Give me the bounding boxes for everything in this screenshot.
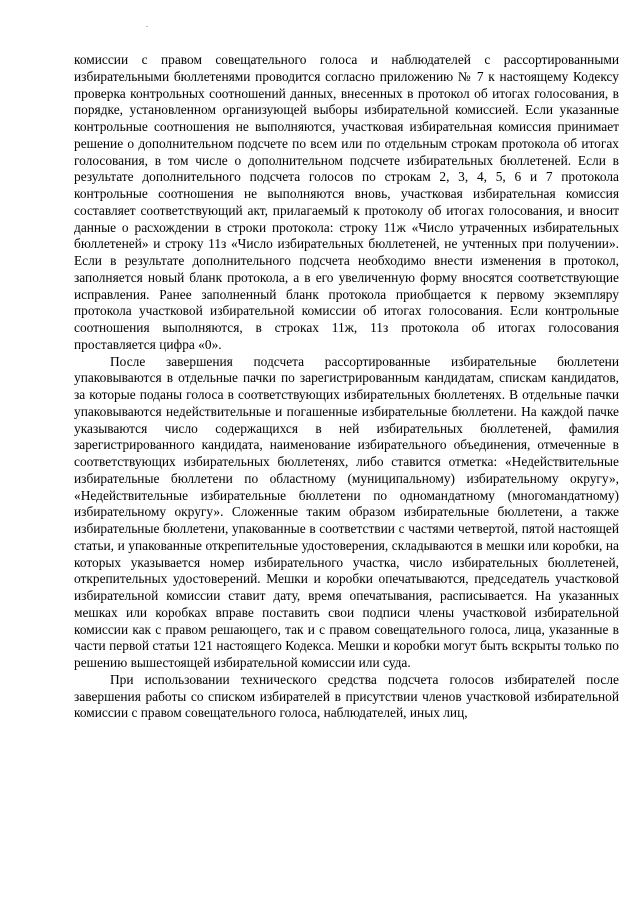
paragraph-vote-count-check: комиссии с правом совещательного голоса и наблюдателей с рассортированными избирательными бюллетенями проводится согласно приложению № 7 к настоящему Кодексу проверка контрольных соотношений данных, внесенных в протокол об итогах голосования, в порядке, установленном организующей выборы избирательной комиссией. Если указанные контрольные соотношения не выполняются, участковая избирательная комиссия принимает решение о дополнительном подсчете по всем или по отдельным строкам протокола об итогах голосования, в том числе о дополнительном подсчете избирательных бюллетеней. Если в результате дополнительного подсчета голосов по строкам 2, 3, 4, 5, 6 и 7 протокола контрольные соотношения не выполняются вновь, участковая избирательная комиссия составляет соответствующий акт, прилагаемый к протоколу об итогах голосования, и вносит данные о расхождении в строки протокола: строку 11ж «Число утраченных избирательных бюллетеней» и строку 11з «Число избирательных бюллетеней, не учтенных при получении». Если в результате дополнительного подсчета необходимо внести изменения в протокол, заполняется новый бланк протокола, а в его увеличенную форму вносятся соответствующие исправления. Ранее заполненный бланк протокола приобщается к первому экземпляру протокола участковой избирательной комиссии об итогах голосования. Если контрольные соотношения выполняются, в строках 11ж, 11з протокола об итогах голосования проставляется цифра «0». [74, 52, 619, 352]
scan-mark: . [146, 20, 148, 29]
paragraph-ballot-packing: После завершения подсчета рассортированные избирательные бюллетени упаковываются в отдельные пачки по зарегистрированным кандидатам, спискам кандидатов, за которые поданы голоса в соответствующих избирательных бюллетенях. В отдельные пачки упаковываются недействительные и погашенные избирательные бюллетени. На каждой пачке указываются число содержащихся в ней избирательных бюллетеней, фамилия зарегистрированного кандидата, наименование избирательного объединения, отмеченные в соответствующих избирательных бюллетенях, либо ставится отметка: «Недействительные избирательные бюллетени по областному (муниципальному) избирательному округу», «Недействительные избирательные бюллетени по одномандатному (многомандатному) избирательному округу». Сложенные таким образом избирательные бюллетени, а также избирательные бюллетени, упакованные в соответствии с частями четвертой, пятой настоящей статьи, и упакованные открепительные удостоверения, складываются в мешки или коробки, на которых указывается номер избирательного участка, число избирательных бюллетеней, открепительных удостоверений. Мешки и коробки опечатываются, председатель участковой избирательной комиссии ставит дату, время опечатывания, расписывается. На указанных мешках или коробках вправе поставить свои подписи члены участковой избирательной комиссии как с правом решающего, так и с правом совещательного голоса, лица, указанные в части первой статьи 121 настоящего Кодекса. Мешки и коробки могут быть вскрыты только по решению вышестоящей избирательной комиссии или суда. [74, 353, 619, 670]
paragraph-technical-counting: При использовании технического средства подсчета голосов избирателей после завершения работы со списком избирателей в присутствии членов участковой избирательной комиссии с правом совещательного голоса, наблюдателей, иных лиц, [74, 671, 619, 721]
document-body [74, 52, 619, 722]
